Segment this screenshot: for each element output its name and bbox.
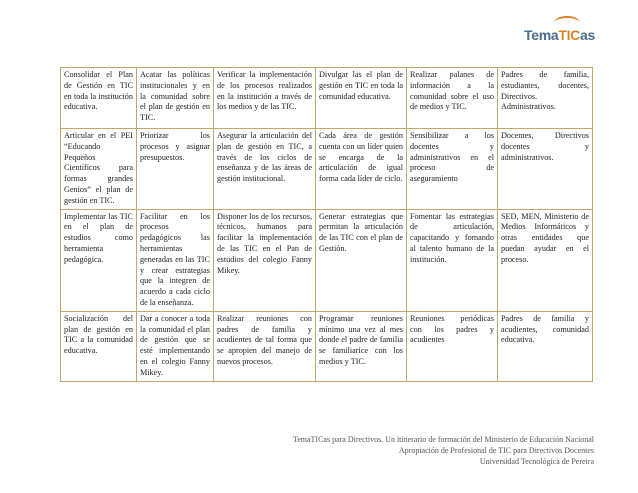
logo-suffix: as	[580, 27, 595, 43]
table-cell: Consolidar el Plan de Gestión en TIC en toda la institución educativa.	[61, 68, 137, 129]
logo-arc-icon	[554, 16, 580, 30]
table-cell: Generar estrategias que permitan la articulación de las TIC con el plan de Gestión.	[316, 209, 407, 311]
table-cell: Implementar las TIC en el plan de estudios como herramienta pedagógica.	[61, 209, 137, 311]
table-cell: Realizar palanes de información a la comunidad sobre el uso de medios y TIC.	[407, 68, 498, 129]
table-row	[61, 311, 593, 381]
plan-gestion-table	[60, 67, 593, 382]
table-cell: Disponer los de los recursos, técnicos, humanos para facilitar la implementación de las TIC en el Pan de estudios del colegio Fanny Mikey.	[214, 209, 316, 311]
logo-prefix: Tema	[524, 27, 559, 43]
page-footer	[293, 434, 594, 467]
table-cell: Cada área de gestión cuenta con un líder quien se encarga de la articulación de igual forma cada líder de ciclo.	[316, 129, 407, 210]
tematicas-logo	[524, 24, 596, 46]
table-cell: Padres de familia y acudientes, comunidad educativa.	[498, 311, 593, 381]
table-cell: Realizar reuniones con padres de familia y acudientes de tal forma que se apropien del manejo de nuevos procesos.	[214, 311, 316, 381]
table-cell: Asegurar la articulación del plan de gestión en TIC, a través de los ciclos de enseñanza y de las áreas de gestión institucional.	[214, 129, 316, 210]
table-cell: Reuniones periódicas con los padres y acudientes	[407, 311, 498, 381]
table-cell: Padres de familia, estudiantes, docentes, Directivos. Administrativos.	[498, 68, 593, 129]
table-cell: Programar reuniones mínimo una vez al mes donde el padre de familia se familiarice con los medios y TIC.	[316, 311, 407, 381]
logo-highlight: TIC	[558, 27, 580, 43]
table-cell: Docentes, Directivos docentes y administrativos.	[498, 129, 593, 210]
table-cell: Divulgar las el plan de gestión en TIC en toda la comunidad educativa.	[316, 68, 407, 129]
footer-line-program: TemaTICas para Directivos. Un itinerario de formación del Ministerio de Educación Nacional	[292, 435, 594, 444]
table-cell: Acatar las políticas institucionales y en la comunidad sobre el plan de gestión en TIC.	[137, 68, 214, 129]
table-cell: Fomentar las estrategias de articulación, capacitando y fomando al talento humano de la institución.	[407, 209, 498, 311]
footer-line-course: Apropiación de Profesional de TIC para Directivos Docentes	[398, 446, 594, 455]
table-cell: Socialización del plan de gestión en TIC a la comunidad educativa.	[61, 311, 137, 381]
table-cell: Articular en el PEI “Educando Pequeños Científicos para formas grandes Genios” el plan de gestión en TIC.	[61, 129, 137, 210]
table-row	[61, 68, 593, 129]
table-cell: Facilitar en los procesos pedagógicos las herramientas generadas en las TIC y crear estrategias que la integren de acuerdo a cada ciclo de la enseñanza.	[137, 209, 214, 311]
table-cell: Dar a conocer a toda la comunidad el plan de gestión que se esté implementando en el colegio Fanny Mikey.	[137, 311, 214, 381]
table-cell: SED, MEN, Ministerio de Medios Informáticos y otras entidades que puedan ayudar en el proceso.	[498, 209, 593, 311]
table-cell: Verificar la implementación de los procesos realizados en la institución a través de los medios y de las TIC.	[214, 68, 316, 129]
table-row	[61, 209, 593, 311]
table-cell: Sensibilizar a los docentes y administrativos en el proceso de aseguramiento	[407, 129, 498, 210]
table-cell: Priorizar los procesos y asignar presupuestos.	[137, 129, 214, 210]
footer-line-university: Universidad Tecnológica de Pereira	[479, 457, 594, 466]
table-row	[61, 129, 593, 210]
